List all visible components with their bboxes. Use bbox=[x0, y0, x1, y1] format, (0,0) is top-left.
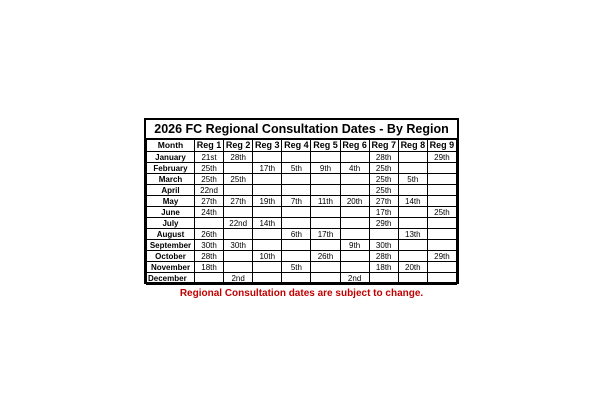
date-cell: 29th bbox=[427, 251, 456, 262]
date-cell: 28th bbox=[369, 251, 398, 262]
date-cell bbox=[427, 174, 456, 185]
date-cell bbox=[398, 240, 427, 251]
month-cell: November bbox=[147, 262, 195, 273]
date-cell bbox=[253, 152, 282, 163]
date-cell: 25th bbox=[369, 163, 398, 174]
date-cell: 2nd bbox=[340, 273, 369, 284]
date-cell bbox=[427, 240, 456, 251]
header-reg-4: Reg 4 bbox=[282, 140, 311, 152]
date-cell: 7th bbox=[282, 196, 311, 207]
date-cell bbox=[427, 229, 456, 240]
date-cell: 24th bbox=[195, 207, 224, 218]
date-cell bbox=[398, 251, 427, 262]
date-cell: 27th bbox=[195, 196, 224, 207]
date-cell bbox=[398, 218, 427, 229]
schedule-body bbox=[147, 152, 457, 284]
date-cell bbox=[253, 240, 282, 251]
date-cell bbox=[195, 218, 224, 229]
month-cell: January bbox=[147, 152, 195, 163]
date-cell bbox=[369, 229, 398, 240]
date-cell bbox=[427, 185, 456, 196]
date-cell bbox=[427, 262, 456, 273]
date-cell bbox=[340, 251, 369, 262]
table-row bbox=[147, 152, 457, 163]
date-cell bbox=[340, 218, 369, 229]
date-cell: 14th bbox=[253, 218, 282, 229]
date-cell: 19th bbox=[253, 196, 282, 207]
date-cell bbox=[311, 185, 340, 196]
date-cell: 29th bbox=[369, 218, 398, 229]
date-cell: 20th bbox=[340, 196, 369, 207]
header-reg-1: Reg 1 bbox=[195, 140, 224, 152]
date-cell bbox=[427, 163, 456, 174]
date-cell: 29th bbox=[427, 152, 456, 163]
date-cell bbox=[282, 273, 311, 284]
date-cell bbox=[311, 152, 340, 163]
month-cell: September bbox=[147, 240, 195, 251]
date-cell: 6th bbox=[282, 229, 311, 240]
date-cell: 18th bbox=[195, 262, 224, 273]
header-reg-8: Reg 8 bbox=[398, 140, 427, 152]
date-cell: 10th bbox=[253, 251, 282, 262]
date-cell bbox=[311, 240, 340, 251]
month-cell: June bbox=[147, 207, 195, 218]
consultation-schedule bbox=[144, 118, 459, 299]
header-reg-6: Reg 6 bbox=[340, 140, 369, 152]
date-cell bbox=[340, 185, 369, 196]
date-cell: 17th bbox=[253, 163, 282, 174]
header-reg-5: Reg 5 bbox=[311, 140, 340, 152]
date-cell bbox=[398, 163, 427, 174]
date-cell bbox=[340, 174, 369, 185]
header-reg-3: Reg 3 bbox=[253, 140, 282, 152]
date-cell: 4th bbox=[340, 163, 369, 174]
date-cell bbox=[224, 185, 253, 196]
date-cell bbox=[224, 229, 253, 240]
date-cell bbox=[253, 273, 282, 284]
date-cell: 30th bbox=[369, 240, 398, 251]
table-row bbox=[147, 163, 457, 174]
date-cell: 25th bbox=[369, 174, 398, 185]
date-cell bbox=[340, 207, 369, 218]
date-cell bbox=[398, 152, 427, 163]
date-cell bbox=[253, 207, 282, 218]
month-cell: March bbox=[147, 174, 195, 185]
header-row bbox=[147, 140, 457, 152]
date-cell bbox=[282, 185, 311, 196]
date-cell: 25th bbox=[427, 207, 456, 218]
table-row bbox=[147, 196, 457, 207]
date-cell: 22nd bbox=[195, 185, 224, 196]
date-cell: 5th bbox=[282, 262, 311, 273]
table-row bbox=[147, 262, 457, 273]
date-cell: 13th bbox=[398, 229, 427, 240]
date-cell bbox=[253, 185, 282, 196]
date-cell: 30th bbox=[224, 240, 253, 251]
date-cell bbox=[427, 218, 456, 229]
date-cell bbox=[311, 273, 340, 284]
schedule-table bbox=[146, 139, 457, 284]
date-cell: 28th bbox=[224, 152, 253, 163]
month-cell: August bbox=[147, 229, 195, 240]
date-cell bbox=[398, 185, 427, 196]
date-cell bbox=[427, 273, 456, 284]
date-cell bbox=[311, 174, 340, 185]
schedule-title: 2026 FC Regional Consultation Dates - By Region bbox=[146, 120, 457, 139]
date-cell bbox=[398, 273, 427, 284]
date-cell: 26th bbox=[195, 229, 224, 240]
header-reg-9: Reg 9 bbox=[427, 140, 456, 152]
date-cell bbox=[311, 218, 340, 229]
date-cell: 28th bbox=[369, 152, 398, 163]
month-cell: October bbox=[147, 251, 195, 262]
date-cell bbox=[224, 251, 253, 262]
date-cell bbox=[311, 262, 340, 273]
date-cell bbox=[340, 229, 369, 240]
table-row bbox=[147, 240, 457, 251]
date-cell bbox=[282, 240, 311, 251]
month-cell: December bbox=[147, 273, 195, 284]
date-cell bbox=[369, 273, 398, 284]
date-cell: 20th bbox=[398, 262, 427, 273]
date-cell: 9th bbox=[340, 240, 369, 251]
date-cell: 26th bbox=[311, 251, 340, 262]
date-cell: 22nd bbox=[224, 218, 253, 229]
date-cell bbox=[282, 207, 311, 218]
month-cell: February bbox=[147, 163, 195, 174]
header-month: Month bbox=[147, 140, 195, 152]
date-cell bbox=[340, 152, 369, 163]
table-row bbox=[147, 185, 457, 196]
date-cell: 5th bbox=[282, 163, 311, 174]
date-cell bbox=[311, 207, 340, 218]
date-cell: 17th bbox=[369, 207, 398, 218]
date-cell bbox=[224, 262, 253, 273]
table-row bbox=[147, 174, 457, 185]
date-cell: 25th bbox=[224, 174, 253, 185]
date-cell bbox=[195, 273, 224, 284]
date-cell: 11th bbox=[311, 196, 340, 207]
date-cell: 17th bbox=[311, 229, 340, 240]
date-cell: 25th bbox=[195, 174, 224, 185]
date-cell: 5th bbox=[398, 174, 427, 185]
date-cell: 30th bbox=[195, 240, 224, 251]
month-cell: April bbox=[147, 185, 195, 196]
table-row bbox=[147, 251, 457, 262]
date-cell: 28th bbox=[195, 251, 224, 262]
month-cell: May bbox=[147, 196, 195, 207]
date-cell: 27th bbox=[369, 196, 398, 207]
date-cell bbox=[398, 207, 427, 218]
date-cell: 2nd bbox=[224, 273, 253, 284]
date-cell bbox=[282, 174, 311, 185]
header-reg-7: Reg 7 bbox=[369, 140, 398, 152]
header-reg-2: Reg 2 bbox=[224, 140, 253, 152]
date-cell bbox=[340, 262, 369, 273]
date-cell: 21st bbox=[195, 152, 224, 163]
month-cell: July bbox=[147, 218, 195, 229]
change-notice: Regional Consultation dates are subject to change. bbox=[146, 284, 457, 303]
date-cell: 25th bbox=[369, 185, 398, 196]
table-row bbox=[147, 273, 457, 284]
date-cell bbox=[253, 262, 282, 273]
date-cell: 14th bbox=[398, 196, 427, 207]
date-cell bbox=[427, 196, 456, 207]
date-cell bbox=[253, 174, 282, 185]
date-cell: 9th bbox=[311, 163, 340, 174]
date-cell: 27th bbox=[224, 196, 253, 207]
date-cell bbox=[253, 229, 282, 240]
date-cell: 25th bbox=[195, 163, 224, 174]
table-row bbox=[147, 207, 457, 218]
date-cell bbox=[224, 163, 253, 174]
table-row bbox=[147, 229, 457, 240]
table-row bbox=[147, 218, 457, 229]
date-cell bbox=[224, 207, 253, 218]
date-cell bbox=[282, 251, 311, 262]
date-cell bbox=[282, 218, 311, 229]
date-cell bbox=[282, 152, 311, 163]
date-cell: 18th bbox=[369, 262, 398, 273]
